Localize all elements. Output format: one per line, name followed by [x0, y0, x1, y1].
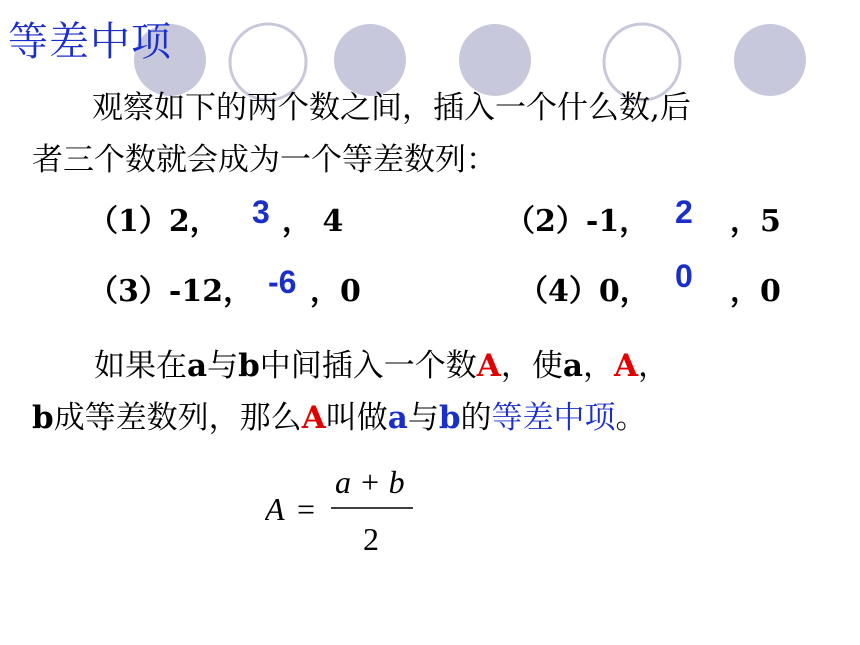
var-a: a [187, 348, 208, 384]
example-4-prefix: （4）0， [518, 274, 650, 309]
decor-circle [734, 24, 806, 96]
example-4-suffix: ，0 [730, 274, 781, 309]
term-arithmetic-mean: 等差中项 [491, 400, 616, 436]
var-A: A [476, 348, 501, 384]
example-3-suffix: ，0 [310, 274, 361, 309]
example-1-answer: 3 [252, 194, 270, 230]
example-1-suffix: ， 4 [282, 204, 344, 239]
def-text: ， [582, 348, 614, 384]
page-title: 等差中项 [8, 19, 172, 65]
def-text: ，使 [500, 348, 563, 384]
def-text: 与 [407, 400, 439, 436]
definition-line-1 [32, 340, 669, 392]
var-A: A [613, 348, 638, 384]
intro-paragraph [32, 82, 691, 186]
var-b: b [438, 400, 461, 436]
var-b: b [32, 400, 54, 436]
var-a: a [562, 348, 583, 384]
example-3-answer: -6 [268, 264, 297, 300]
def-text: ， [638, 348, 669, 384]
var-A: A [301, 400, 326, 436]
def-text: 的 [460, 400, 492, 436]
definition-line-2 [32, 392, 669, 444]
def-text: 成等差数列，那么 [53, 400, 302, 436]
example-1-prefix: （1）2， [88, 204, 220, 239]
example-2-prefix: （2）-1， [505, 204, 650, 239]
formula-lhs: A [265, 491, 285, 527]
intro-line-1: 观察如下的两个数之间，插入一个什么数,后 [92, 90, 691, 126]
var-a: a [387, 400, 408, 436]
def-text: 中间插入一个数 [259, 348, 477, 384]
example-3-prefix: （3）-12， [88, 274, 254, 309]
def-text: 如果在 [94, 348, 187, 384]
def-text: 。 [615, 400, 647, 436]
formula [265, 458, 425, 568]
intro-line-2: 者三个数就会成为一个等差数列： [32, 142, 497, 178]
formula-numerator: a + b [335, 464, 405, 500]
example-4-answer: 0 [675, 258, 693, 294]
example-2-suffix: ，5 [730, 204, 781, 239]
formula-equals: = [297, 491, 316, 527]
formula-denominator: 2 [363, 521, 379, 557]
example-2-answer: 2 [675, 194, 693, 230]
def-text: 与 [207, 348, 239, 384]
definition-paragraph [32, 340, 669, 444]
def-text: 叫做 [325, 400, 388, 436]
var-b: b [238, 348, 260, 384]
